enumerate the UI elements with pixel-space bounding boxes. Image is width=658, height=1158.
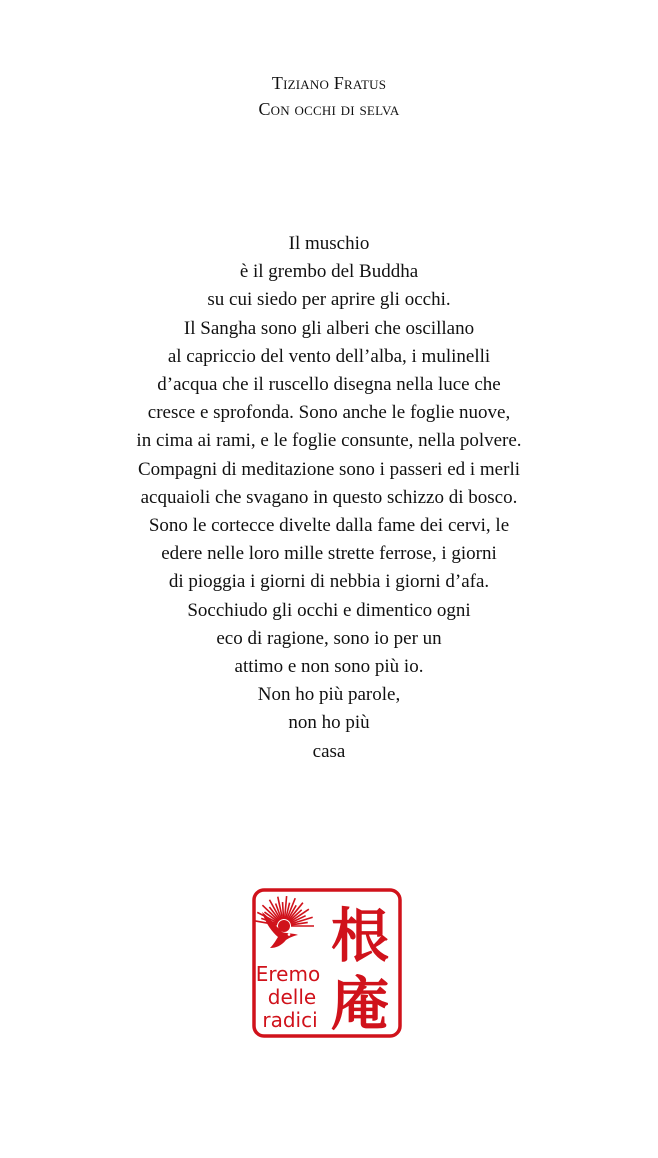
book-header bbox=[0, 70, 658, 122]
poem-line: in cima ai rami, e le foglie consunte, nella polvere. bbox=[136, 430, 522, 452]
seal-word-delle: delle bbox=[267, 985, 317, 1009]
poem-line: Socchiudo gli occhi e dimentico ogni bbox=[187, 599, 471, 621]
poem-line: è il grembo del Buddha bbox=[239, 261, 419, 283]
poem-line: eco di ragione, sono io per un bbox=[216, 627, 442, 649]
bird-eye-icon bbox=[288, 933, 291, 936]
eremo-seal-logo bbox=[252, 888, 402, 1038]
poem-line: Non ho più parole, bbox=[257, 684, 401, 706]
author-name: Tiziano Fratus bbox=[271, 73, 387, 93]
poem-line: Sono le cortecce divelte dalla fame dei cervi, le bbox=[148, 515, 510, 537]
poem-line: di pioggia i giorni di nebbia i giorni d’afa. bbox=[168, 571, 490, 593]
seal-word-radici: radici bbox=[262, 1008, 318, 1032]
poem-line: attimo e non sono più io. bbox=[234, 656, 424, 678]
poem-line: edere nelle loro mille strette ferrose, i giorni bbox=[161, 543, 497, 565]
seal-kanji-root: 根 bbox=[330, 902, 390, 970]
poem-line: casa bbox=[312, 740, 346, 762]
seal-kanji-hermitage: 庵 bbox=[330, 970, 390, 1038]
poem-line: d’acqua che il ruscello disegna nella luce che bbox=[157, 374, 501, 396]
seal-word-eremo: Eremo bbox=[255, 962, 321, 986]
sun-ray bbox=[283, 902, 284, 919]
poem-line: al capriccio del vento dell’alba, i mulinelli bbox=[167, 345, 491, 367]
poem-line: Il muschio bbox=[288, 233, 370, 254]
poem-line: acquaioli che svagano in questo schizzo di bosco. bbox=[140, 486, 518, 508]
poem-line: cresce e sprofonda. Sono anche le foglie nuove, bbox=[147, 402, 511, 424]
poem bbox=[0, 230, 658, 766]
book-title: Con occhi di selva bbox=[258, 99, 400, 119]
poem-line: non ho più bbox=[288, 712, 370, 734]
poem-line: su cui siedo per aprire gli occhi. bbox=[207, 289, 451, 311]
poem-line: Compagni di meditazione sono i passeri ed i merli bbox=[137, 458, 521, 480]
poem-line: Il Sangha sono gli alberi che oscillano bbox=[183, 317, 475, 339]
